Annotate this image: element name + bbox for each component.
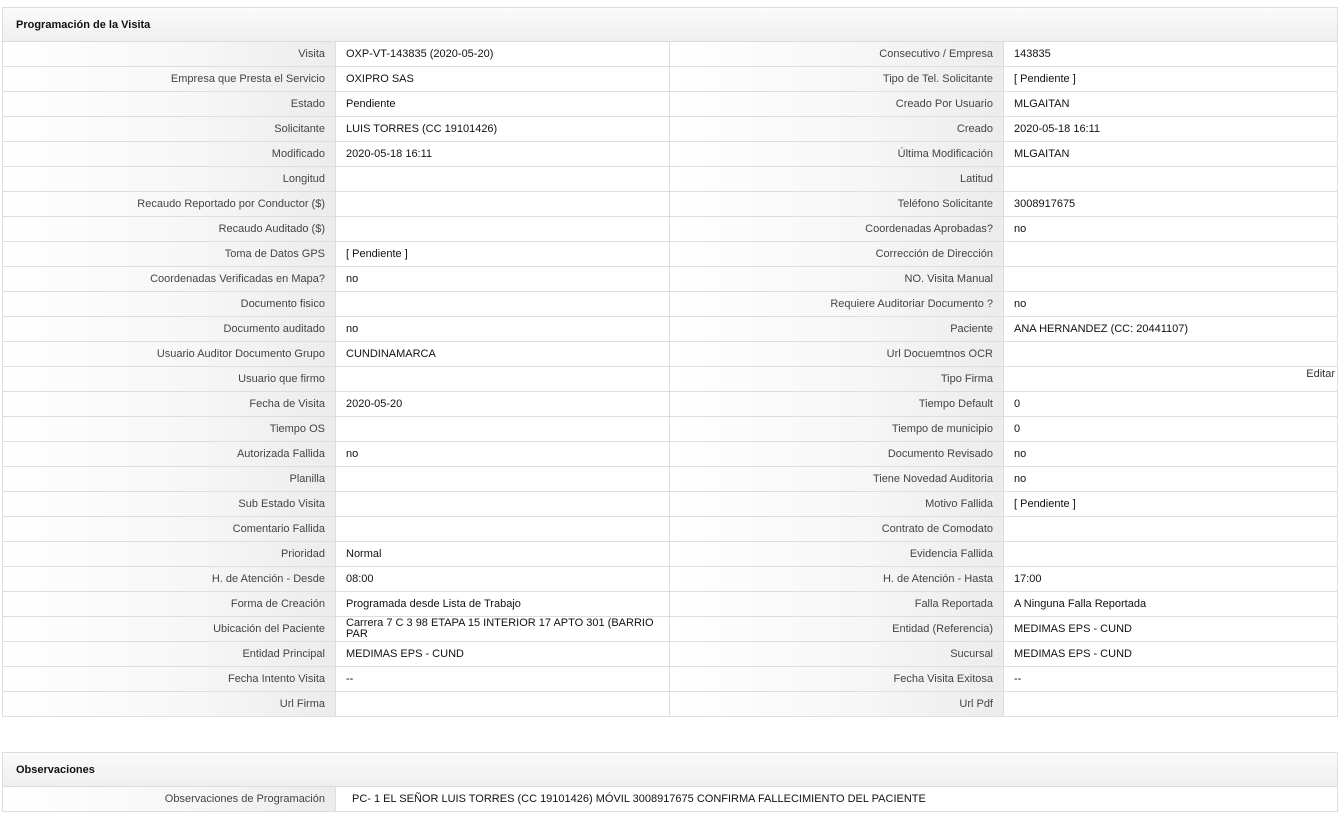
detail-row: [2, 392, 1338, 417]
field-label: Tiempo de municipio: [670, 417, 1004, 442]
field-value: [336, 367, 670, 392]
field-value: [1004, 242, 1338, 267]
edit-link[interactable]: Editar: [1306, 368, 1335, 380]
field-value: [336, 492, 670, 517]
field-value: [336, 292, 670, 317]
detail-row: [2, 567, 1338, 592]
detail-row: [2, 67, 1338, 92]
field-value: LUIS TORRES (CC 19101426): [336, 117, 670, 142]
field-value: no: [336, 442, 670, 467]
field-label: Recaudo Auditado ($): [2, 217, 336, 242]
field-label: Sub Estado Visita: [2, 492, 336, 517]
field-label: Usuario que firmo: [2, 367, 336, 392]
field-label: Url Pdf: [670, 692, 1004, 717]
field-value: no: [1004, 467, 1338, 492]
field-value: [336, 417, 670, 442]
detail-row: [2, 617, 1338, 642]
field-label: Requiere Auditoriar Documento ?: [670, 292, 1004, 317]
field-label: H. de Atención - Desde: [2, 567, 336, 592]
field-value: ANA HERNANDEZ (CC: 20441107): [1004, 317, 1338, 342]
detail-row: [2, 142, 1338, 167]
detail-row: [2, 417, 1338, 442]
field-value: 2020-05-18 16:11: [336, 142, 670, 167]
field-value: OXIPRO SAS: [336, 67, 670, 92]
field-label: Modificado: [2, 142, 336, 167]
field-value: [1004, 167, 1338, 192]
field-label: Paciente: [670, 317, 1004, 342]
field-value: A Ninguna Falla Reportada: [1004, 592, 1338, 617]
field-label: Creado Por Usuario: [670, 92, 1004, 117]
field-value: Normal: [336, 542, 670, 567]
field-label: Url Firma: [2, 692, 336, 717]
field-value: Programada desde Lista de Trabajo: [336, 592, 670, 617]
field-value: 17:00: [1004, 567, 1338, 592]
field-value: Pendiente: [336, 92, 670, 117]
field-value: MEDIMAS EPS - CUND: [1004, 617, 1338, 642]
field-value: [336, 192, 670, 217]
field-value: no: [336, 317, 670, 342]
field-label: Documento fisico: [2, 292, 336, 317]
field-label: Motivo Fallida: [670, 492, 1004, 517]
field-value: Carrera 7 C 3 98 ETAPA 15 INTERIOR 17 APTO 301 (BARRIO PAR: [336, 617, 670, 642]
field-label: Prioridad: [2, 542, 336, 567]
field-value: 143835: [1004, 42, 1338, 67]
field-label: Coordenadas Verificadas en Mapa?: [2, 267, 336, 292]
detail-row: [2, 267, 1338, 292]
field-value: [1004, 517, 1338, 542]
field-label: Ubicación del Paciente: [2, 617, 336, 642]
detail-row: [2, 592, 1338, 617]
detail-row: [2, 492, 1338, 517]
field-label: Fecha de Visita: [2, 392, 336, 417]
field-label: Toma de Datos GPS: [2, 242, 336, 267]
observaciones-section: [2, 752, 1338, 812]
field-label: Sucursal: [670, 642, 1004, 667]
field-label: Url Docuemtnos OCR: [670, 342, 1004, 367]
field-label: Consecutivo / Empresa: [670, 42, 1004, 67]
field-value: --: [1004, 667, 1338, 692]
observaciones-title: Observaciones: [2, 752, 1338, 787]
field-value: [336, 167, 670, 192]
field-label: Corrección de Dirección: [670, 242, 1004, 267]
field-label: Tiempo OS: [2, 417, 336, 442]
field-value: [1004, 692, 1338, 717]
field-label: Contrato de Comodato: [670, 517, 1004, 542]
field-value: OXP-VT-143835 (2020-05-20): [336, 42, 670, 67]
field-label: Documento auditado: [2, 317, 336, 342]
detail-row: [2, 92, 1338, 117]
field-value: [336, 692, 670, 717]
field-value: no: [1004, 442, 1338, 467]
programacion-title: Programación de la Visita: [2, 7, 1338, 42]
field-label: Tiene Novedad Auditoria: [670, 467, 1004, 492]
field-value: MLGAITAN: [1004, 142, 1338, 167]
field-value: [ Pendiente ]: [1004, 67, 1338, 92]
field-value: MLGAITAN: [1004, 92, 1338, 117]
field-label: Empresa que Presta el Servicio: [2, 67, 336, 92]
field-label: Planilla: [2, 467, 336, 492]
field-label: Comentario Fallida: [2, 517, 336, 542]
detail-row: [2, 192, 1338, 217]
field-label: Fecha Intento Visita: [2, 667, 336, 692]
detail-row: [2, 692, 1338, 717]
field-label: Falla Reportada: [670, 592, 1004, 617]
field-value: [ Pendiente ]: [1004, 492, 1338, 517]
detail-row: [2, 42, 1338, 67]
field-label: Teléfono Solicitante: [670, 192, 1004, 217]
field-label: Forma de Creación: [2, 592, 336, 617]
detail-row: [2, 317, 1338, 342]
field-label: Visita: [2, 42, 336, 67]
observaciones-row: [2, 787, 1338, 812]
detail-row: [2, 467, 1338, 492]
field-value: 2020-05-20: [336, 392, 670, 417]
field-value: no: [1004, 217, 1338, 242]
detail-row: [2, 342, 1338, 367]
field-label: Última Modificación: [670, 142, 1004, 167]
detail-row: [2, 367, 1338, 392]
field-value: --: [336, 667, 670, 692]
detail-row: [2, 117, 1338, 142]
field-value: [1004, 267, 1338, 292]
field-label: NO. Visita Manual: [670, 267, 1004, 292]
field-label: Documento Revisado: [670, 442, 1004, 467]
field-value: MEDIMAS EPS - CUND: [1004, 642, 1338, 667]
field-value: MEDIMAS EPS - CUND: [336, 642, 670, 667]
observaciones-label: Observaciones de Programación: [2, 787, 336, 812]
field-value: [336, 217, 670, 242]
detail-row: [2, 642, 1338, 667]
field-value: no: [1004, 292, 1338, 317]
field-label: Evidencia Fallida: [670, 542, 1004, 567]
field-label: Tipo Firma: [670, 367, 1004, 392]
detail-row: [2, 542, 1338, 567]
observaciones-value: PC- 1 EL SEÑOR LUIS TORRES (CC 19101426) MÓVIL 3008917675 CONFIRMA FALLECIMIENTO DEL PACIENTE: [336, 787, 1338, 812]
detail-row: [2, 242, 1338, 267]
programacion-grid: [2, 42, 1338, 717]
programacion-section: [2, 7, 1338, 717]
field-value: 2020-05-18 16:11: [1004, 117, 1338, 142]
field-label: Autorizada Fallida: [2, 442, 336, 467]
field-value: [1004, 342, 1338, 367]
field-value: [1004, 542, 1338, 567]
field-label: Fecha Visita Exitosa: [670, 667, 1004, 692]
field-label: Creado: [670, 117, 1004, 142]
field-label: Tiempo Default: [670, 392, 1004, 417]
field-label: Entidad (Referencia): [670, 617, 1004, 642]
field-value: [336, 517, 670, 542]
field-value: 0: [1004, 417, 1338, 442]
field-value: CUNDINAMARCA: [336, 342, 670, 367]
detail-row: [2, 217, 1338, 242]
field-value: no: [336, 267, 670, 292]
detail-row: [2, 517, 1338, 542]
detail-row: [2, 442, 1338, 467]
field-label: Usuario Auditor Documento Grupo: [2, 342, 336, 367]
field-value: 0: [1004, 392, 1338, 417]
field-label: H. de Atención - Hasta: [670, 567, 1004, 592]
detail-row: [2, 167, 1338, 192]
detail-row: [2, 667, 1338, 692]
field-label: Recaudo Reportado por Conductor ($): [2, 192, 336, 217]
detail-row: [2, 292, 1338, 317]
field-label: Coordenadas Aprobadas?: [670, 217, 1004, 242]
field-value: 3008917675: [1004, 192, 1338, 217]
field-label: Solicitante: [2, 117, 336, 142]
field-label: Estado: [2, 92, 336, 117]
field-label: Latitud: [670, 167, 1004, 192]
field-label: Tipo de Tel. Solicitante: [670, 67, 1004, 92]
field-value: [ Pendiente ]: [336, 242, 670, 267]
field-label: Longitud: [2, 167, 336, 192]
field-label: Entidad Principal: [2, 642, 336, 667]
field-value: 08:00: [336, 567, 670, 592]
field-value: [1004, 367, 1338, 392]
field-value: [336, 467, 670, 492]
